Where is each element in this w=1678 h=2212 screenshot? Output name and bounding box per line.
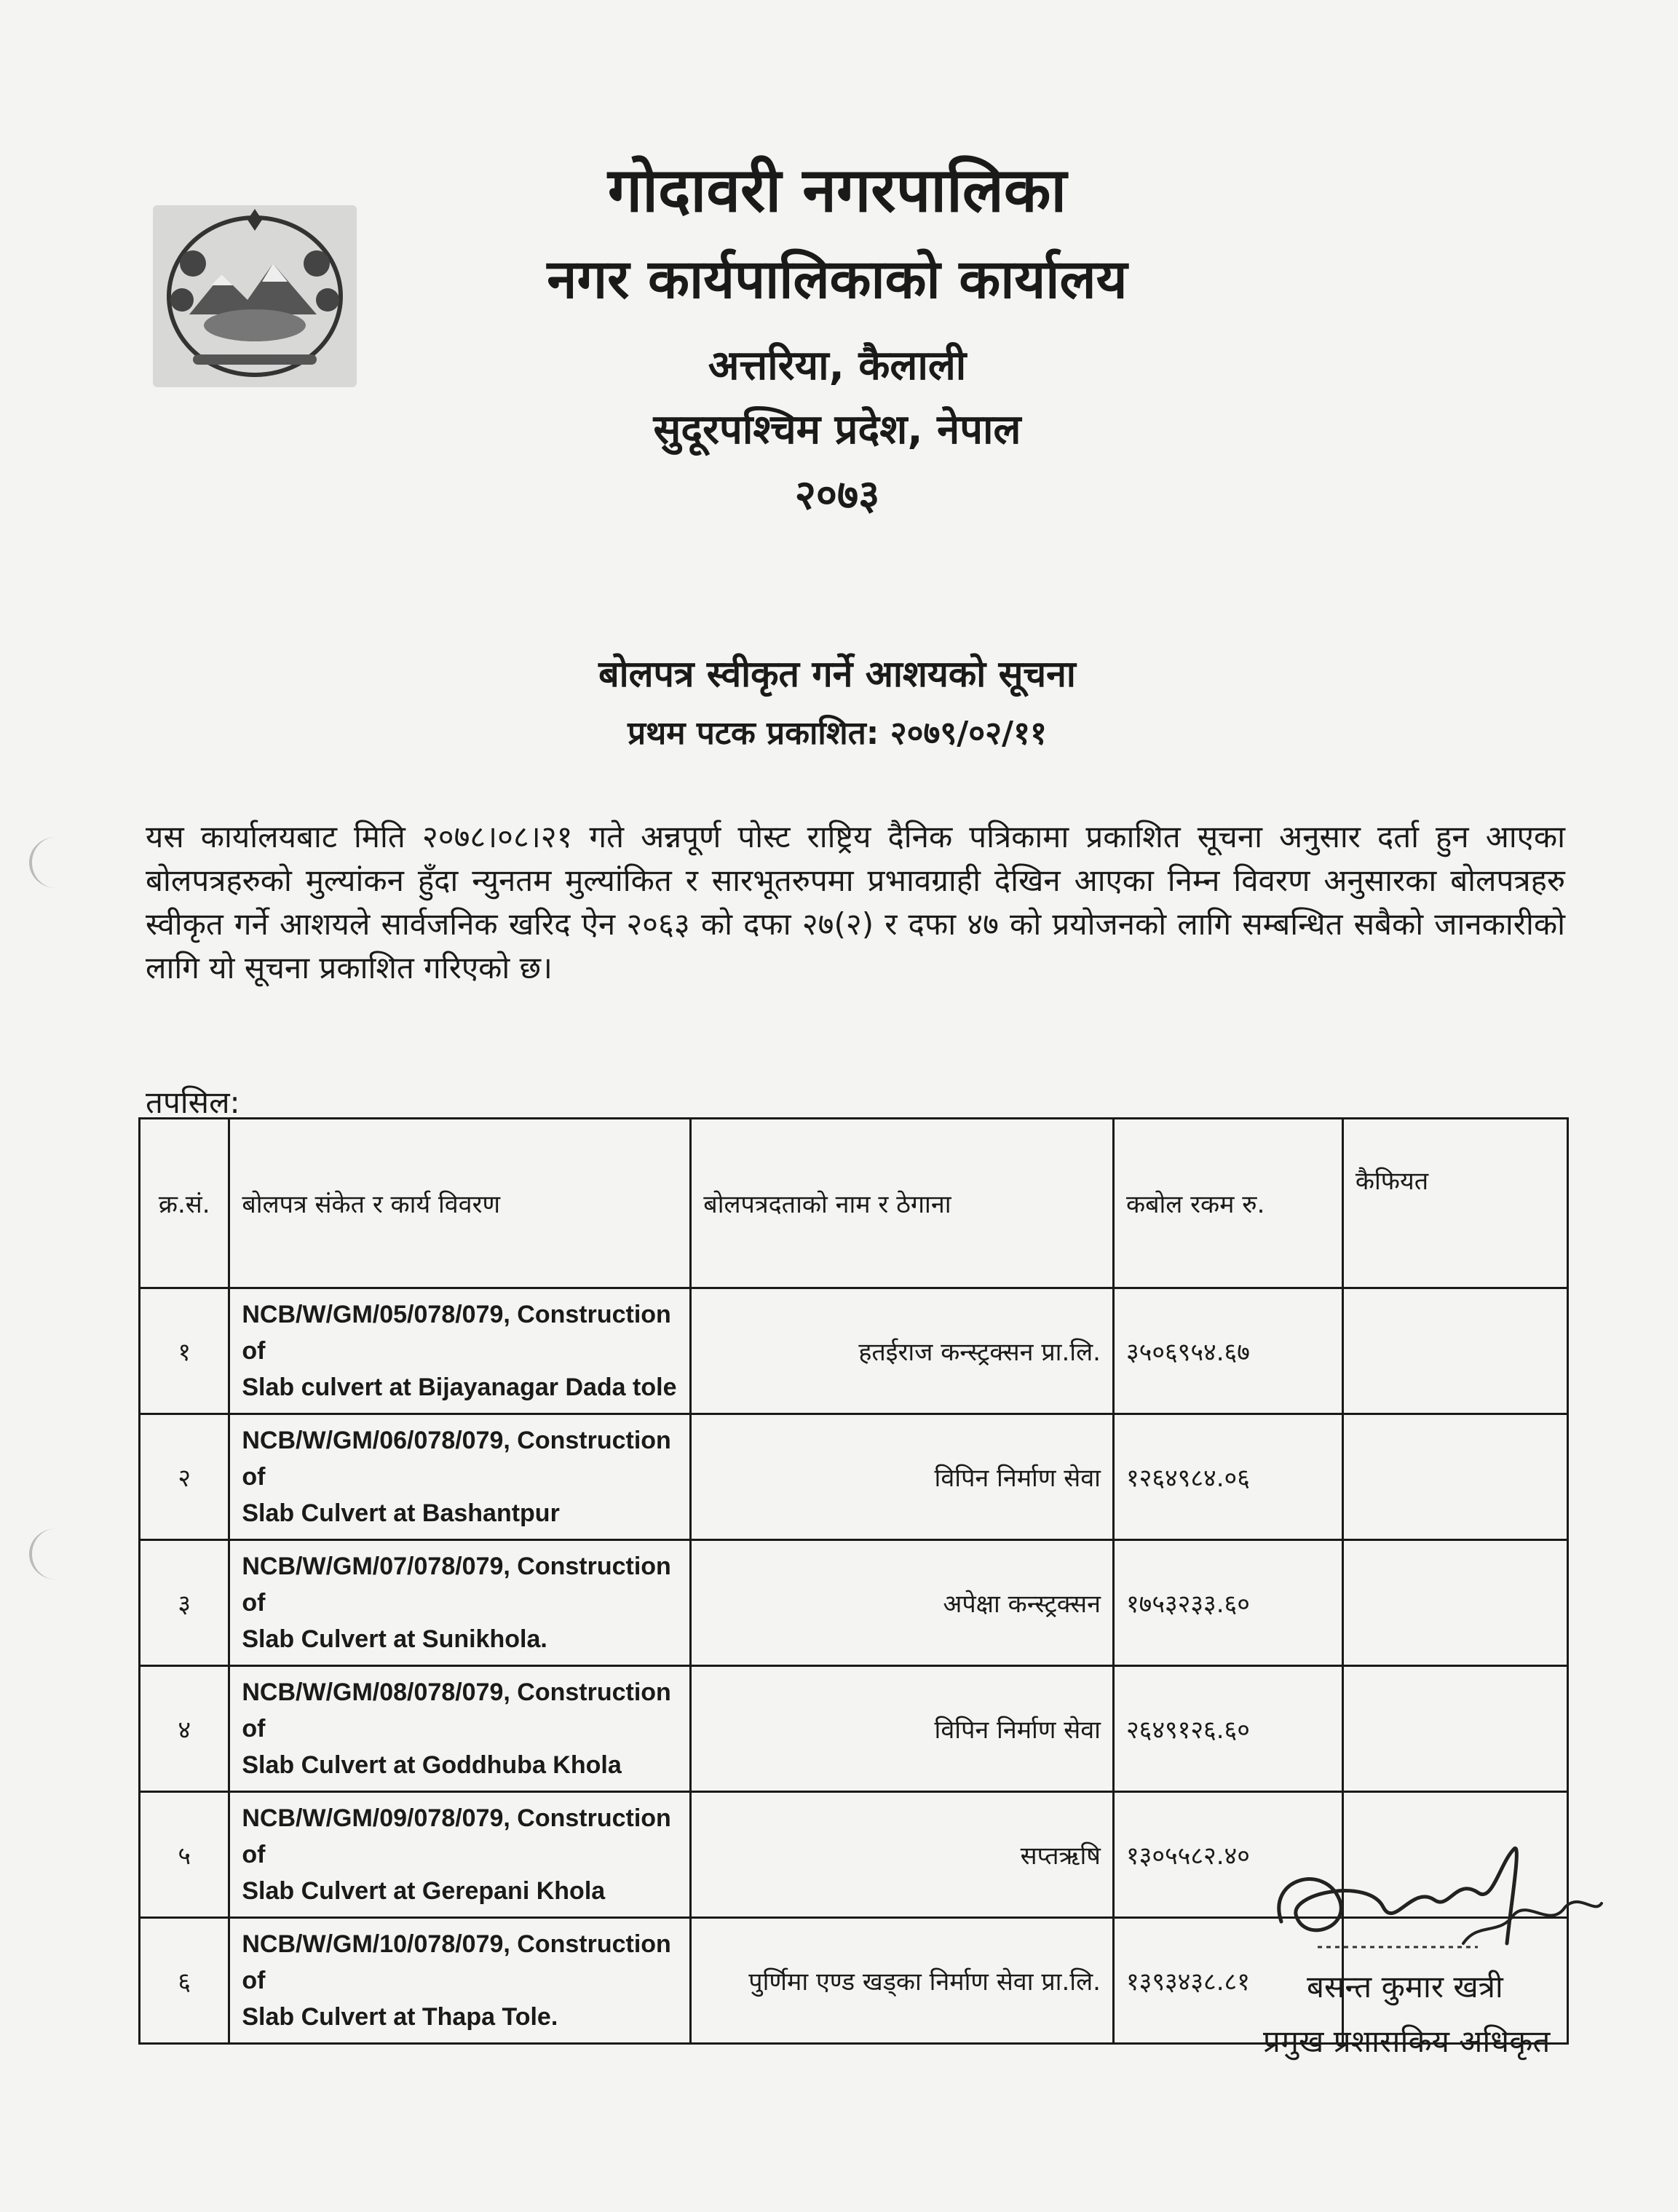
header-bidder: बोलपत्रदताको नाम र ठेगाना <box>691 1119 1114 1288</box>
table-row <box>140 1414 1568 1540</box>
table-row <box>140 1540 1568 1666</box>
row-amount: २६४९१२६.६० <box>1113 1666 1342 1792</box>
header-description: बोलपत्र संकेत र कार्य विवरण <box>229 1119 691 1288</box>
row-description <box>229 1288 691 1414</box>
table-header-row <box>140 1119 1568 1288</box>
row-amount: १३०५५८२.४० <box>1113 1792 1342 1918</box>
row-description <box>229 1666 691 1792</box>
office-location: अत्तरिया, कैलाली <box>708 342 967 389</box>
punch-hole-mark <box>29 1529 83 1579</box>
details-label: तपसिल: <box>146 1085 240 1120</box>
first-published-date: प्रथम पटक प्रकाशित: २०७९/०२/११ <box>628 715 1047 752</box>
row-description-line1: NCB/W/GM/09/078/079, Construction of <box>242 1804 671 1868</box>
row-sn: ५ <box>140 1792 229 1918</box>
row-description-line2: Slab Culvert at Gerepani Khola <box>242 1877 606 1905</box>
header-amount: कबोल रकम रु. <box>1113 1119 1342 1288</box>
row-amount: १२६४९८४.०६ <box>1113 1414 1342 1540</box>
row-bidder: विपिन निर्माण सेवा <box>691 1414 1114 1540</box>
row-remarks <box>1342 1414 1567 1540</box>
row-amount: १७५३२३३.६० <box>1113 1540 1342 1666</box>
row-remarks <box>1342 1540 1567 1666</box>
row-sn: ६ <box>140 1918 229 2044</box>
signature-icon <box>1259 1834 1609 1965</box>
row-description <box>229 1414 691 1540</box>
row-description-line1: NCB/W/GM/06/078/079, Construction of <box>242 1427 671 1491</box>
row-amount: ३५०६९५४.६७ <box>1113 1288 1342 1414</box>
row-description-line2: Slab Culvert at Goddhuba Khola <box>242 1751 622 1779</box>
row-description-line1: NCB/W/GM/10/078/079, Construction of <box>242 1930 671 1994</box>
row-sn: २ <box>140 1414 229 1540</box>
header-remarks: कैफियत <box>1342 1119 1567 1288</box>
row-bidder: विपिन निर्माण सेवा <box>691 1666 1114 1792</box>
row-sn: ३ <box>140 1540 229 1666</box>
row-remarks <box>1342 1666 1567 1792</box>
notice-body: यस कार्यालयबाट मिति २०७८।०८।२१ गते अन्नपूर्ण पोस्ट राष्ट्रिय दैनिक पत्रिकामा प्रकाशित सूचना अनुसार दर्ता हुन आएका बोलपत्रहरुको मुल्यांकन हुँदा न्युनतम मुल्यांकित र सारभूतरुपमा प्रभावग्राही देखिन आएका निम्न विवरण अनुसारका बोलपत्रहरु स्वीकृत गर्ने आशयले सार्वजनिक खरिद ऐन २०६३ को दफा २७(२) र दफा ४७ को प्रयोजनको लागि सम्बन्धित सबैको जानकारीको लागि यो सूचना प्रकाशित गरिएको छ। <box>146 819 1565 986</box>
signatory-title: प्रमुख प्रशासकिय अधिकृत <box>1263 2023 1551 2059</box>
table-row <box>140 1666 1568 1792</box>
row-bidder: सप्तऋषि <box>691 1792 1114 1918</box>
row-description-line2: Slab Culvert at Thapa Tole. <box>242 2003 558 2031</box>
row-description <box>229 1540 691 1666</box>
row-description-line2: Slab culvert at Bijayanagar Dada tole <box>242 1373 677 1401</box>
punch-hole-mark <box>29 837 83 888</box>
notice-title: बोलपत्र स्वीकृत गर्ने आशयको सूचना <box>598 653 1076 695</box>
row-remarks <box>1342 1288 1567 1414</box>
row-bidder: पुर्णिमा एण्ड खड्का निर्माण सेवा प्रा.लि. <box>691 1918 1114 2044</box>
row-description-line1: NCB/W/GM/07/078/079, Construction of <box>242 1553 671 1617</box>
header-sn: क्र.सं. <box>140 1119 229 1288</box>
row-bidder: हतईराज कन्स्ट्रक्सन प्रा.लि. <box>691 1288 1114 1414</box>
table-row <box>140 1288 1568 1414</box>
row-sn: ४ <box>140 1666 229 1792</box>
province-name: सुदूरपश्चिम प्रदेश, नेपाल <box>653 406 1021 453</box>
row-description <box>229 1792 691 1918</box>
row-sn: १ <box>140 1288 229 1414</box>
row-description-line1: NCB/W/GM/05/078/079, Construction of <box>242 1301 671 1365</box>
row-description-line2: Slab Culvert at Sunikhola. <box>242 1625 547 1653</box>
office-name: नगर कार्यपालिकाको कार्यालय <box>547 248 1128 311</box>
establishment-year: २०७३ <box>794 472 880 519</box>
row-description <box>229 1918 691 2044</box>
row-description-line2: Slab Culvert at Bashantpur <box>242 1499 560 1527</box>
municipality-name: गोदावरी नगरपालिका <box>607 154 1067 226</box>
row-bidder: अपेक्षा कन्स्ट्रक्सन <box>691 1540 1114 1666</box>
row-description-line1: NCB/W/GM/08/078/079, Construction of <box>242 1678 671 1743</box>
signatory-name: बसन्त कुमार खत्री <box>1307 1969 1503 2005</box>
row-amount: १३९३४३८.८१ <box>1113 1918 1342 2044</box>
